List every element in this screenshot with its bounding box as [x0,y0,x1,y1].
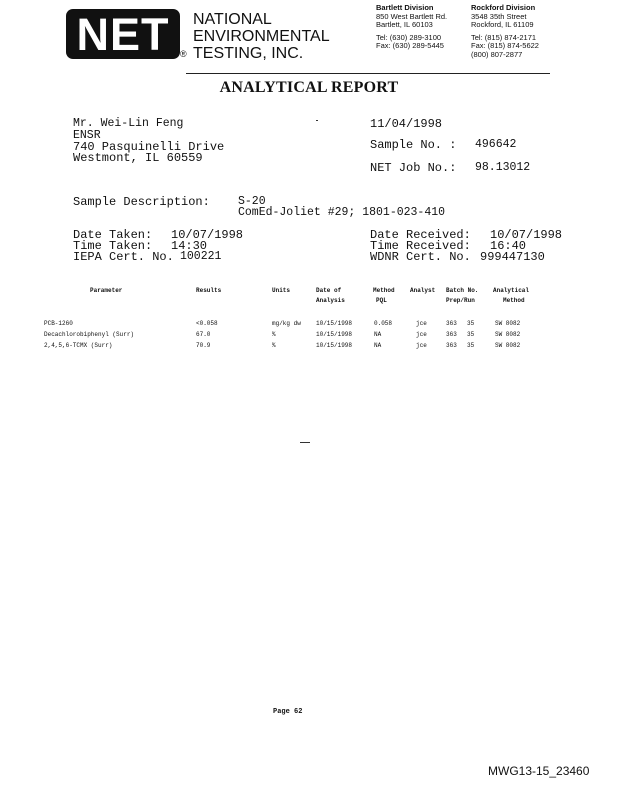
row-parameter: PCB-1260 [44,320,73,327]
header-batch-no: Batch No. [446,287,479,294]
client-name: Mr. Wei-Lin Feng [73,117,184,130]
row-method: SW 8082 [495,342,521,349]
row-pql: 0.058 [374,320,393,327]
bartlett-tel: Tel: (630) 289-3100 [376,32,442,42]
row-method: SW 8082 [495,331,521,338]
header-method: Method [373,287,395,294]
row-prep: 363 [446,320,457,327]
bartlett-division [376,4,447,51]
row-units: % [272,331,276,338]
net-job-label: NET Job No.: [370,161,457,175]
header-parameter: Parameter [90,287,123,294]
sample-description-1: S-20 [238,195,266,208]
bartlett-address-2: Bartlett, IL 60103 [376,20,433,29]
company-name-line-2: ENVIRONMENTAL [193,28,330,45]
wdnr-cert-label: WDNR Cert. No. [370,250,471,264]
row-result: 67.0 [196,331,211,338]
iepa-cert-no: 100221 [180,250,222,263]
header-units: Units [272,287,291,294]
row-analyst: jce [416,342,427,349]
date-received-label: Date Received: [370,228,471,242]
row-prep: 363 [446,331,457,338]
document-id: MWG13-15_23460 [488,764,590,778]
header-analyst: Analyst [410,287,436,294]
time-taken-label: Time Taken: [73,239,153,253]
client-street: 740 Pasquinelli Drive [73,140,225,154]
time-taken: 14:30 [171,239,208,253]
sample-no: 496642 [475,138,517,151]
row-prep: 363 [446,342,457,349]
row-pql: NA [374,331,382,338]
net-job-no: 98.13012 [475,161,531,174]
report-date: 11/04/1998 [370,117,443,131]
header-pql: PQL [376,297,387,304]
rockford-title: Rockford Division [471,3,536,12]
row-date: 10/15/1998 [316,331,353,338]
row-analyst: jce [416,331,427,338]
date-taken-label: Date Taken: [73,228,153,242]
row-parameter: 2,4,5,6-TCMX (Surr) [44,342,113,349]
row-run: 35 [467,342,475,349]
company-name-line-3: TESTING, INC. [193,45,304,62]
company-name-line-1: NATIONAL [193,11,272,28]
registered-mark: ® [180,49,187,59]
rockford-fax: Fax: (815) 874-5622 [471,41,539,50]
row-run: 35 [467,320,475,327]
rockford-tel: Tel: (815) 874-2171 [471,32,537,42]
bartlett-address-1: 850 West Bartlett Rd. [376,11,448,21]
rockford-address-2: Rockford, IL 61109 [471,20,534,29]
row-date: 10/15/1998 [316,320,353,327]
row-method: SW 8082 [495,320,521,327]
rockford-address-1: 3548 35th Street [471,11,527,21]
row-result: 70.9 [196,342,211,349]
net-logo: NET [76,9,170,60]
header-prep-run: Prep/Run [446,297,475,304]
client-company: ENSR [73,129,101,142]
letterhead-rule [186,73,550,74]
bartlett-fax: Fax: (630) 289-5445 [376,41,444,50]
time-received-label: Time Received: [370,239,471,253]
sample-no-label: Sample No. : [370,138,457,152]
sample-description-label: Sample Description: [73,195,210,209]
bartlett-title: Bartlett Division [376,3,434,12]
row-units: % [272,342,276,349]
row-result: <0.058 [196,320,218,327]
row-date: 10/15/1998 [316,342,353,349]
date-taken: 10/07/1998 [171,228,244,242]
row-analyst: jce [416,320,427,327]
time-received: 16:40 [490,239,527,253]
client-city: Westmont, IL 60559 [73,151,203,165]
wdnr-cert-no: 999447130 [480,250,545,264]
header-results: Results [196,287,222,294]
header-analytical-method: Method [503,297,525,304]
scan-speck [300,442,310,443]
rockford-phone-2: (800) 807-2877 [471,49,523,59]
scan-speck [316,120,318,121]
report-title: ANALYTICAL REPORT [219,79,399,96]
iepa-cert-label: IEPA Cert. No. [73,250,174,264]
sample-description-2: ComEd-Joliet #29; 1801-023-410 [238,206,446,219]
row-parameter: Decachlorobiphenyl (Surr) [44,331,135,338]
page-number: Page 62 [273,708,303,716]
date-received: 10/07/1998 [490,228,563,242]
row-run: 35 [467,331,475,338]
row-pql: NA [374,342,382,349]
header-date-of: Date of [316,287,342,294]
rockford-division [471,4,539,59]
header-analysis: Analysis [316,297,345,304]
row-units: mg/kg dw [272,320,301,327]
header-analytical: Analytical [493,287,530,294]
